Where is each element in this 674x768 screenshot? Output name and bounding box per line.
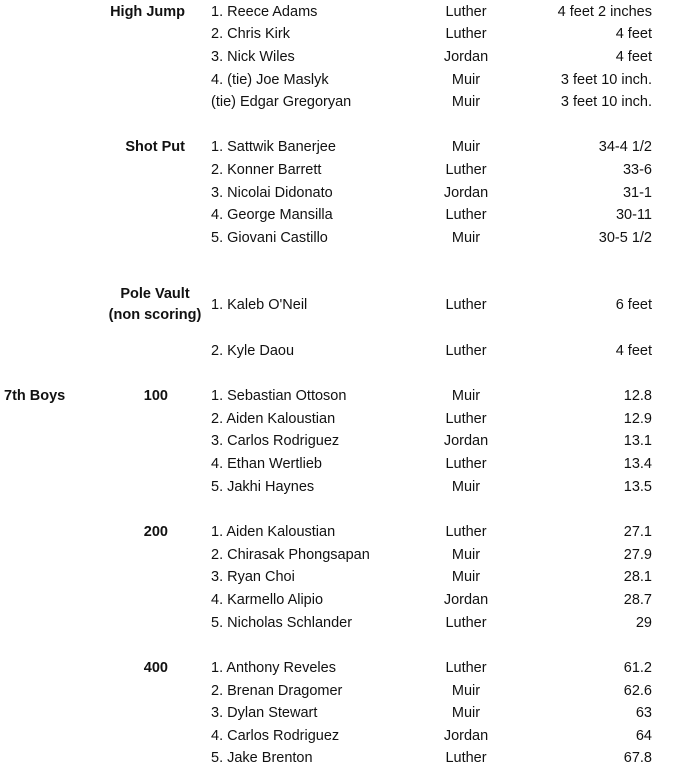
result-mark: 4 feet: [615, 343, 652, 359]
team-name: Muir: [451, 94, 481, 110]
athlete-name: 1. Anthony Reveles: [211, 660, 336, 676]
result-mark: 4 feet: [615, 26, 652, 42]
team-name: Luther: [445, 207, 487, 223]
result-mark: 28.7: [623, 592, 652, 608]
result-mark: 12.9: [623, 411, 652, 427]
result-mark: 28.1: [623, 569, 652, 585]
group-label-7th-boys: 7th Boys: [4, 388, 66, 404]
result-mark: 13.5: [623, 479, 652, 495]
team-name: Luther: [445, 4, 487, 20]
result-mark: 4 feet: [615, 49, 652, 65]
team-name: Muir: [451, 139, 481, 155]
team-name: Luther: [445, 524, 487, 540]
result-mark: 67.8: [623, 750, 652, 766]
team-name: Muir: [451, 569, 481, 585]
team-name: Muir: [451, 72, 481, 88]
team-name: Luther: [445, 162, 487, 178]
result-mark: 3 feet 10 inch.: [560, 94, 652, 110]
result-mark: 27.1: [623, 524, 652, 540]
team-name: Luther: [445, 615, 487, 631]
event-note-non-scoring: (non scoring): [108, 307, 202, 323]
result-mark: 61.2: [623, 660, 652, 676]
athlete-name: 3. Nicolai Didonato: [211, 185, 333, 201]
result-mark: 30-11: [615, 207, 652, 223]
event-label-high-jump: High Jump: [110, 4, 185, 20]
team-name: Muir: [451, 479, 481, 495]
athlete-name: 4. George Mansilla: [211, 207, 333, 223]
athlete-name: 2. Kyle Daou: [211, 343, 295, 359]
team-name: Muir: [451, 547, 481, 563]
team-name: Muir: [451, 388, 481, 404]
athlete-name: (tie) Edgar Gregoryan: [211, 94, 352, 110]
result-mark: 29: [635, 615, 652, 631]
team-name: Muir: [451, 683, 481, 699]
result-mark: 33-6: [622, 162, 652, 178]
result-mark: 63: [635, 705, 652, 721]
athlete-name: 1. Aiden Kaloustian: [211, 524, 336, 540]
event-label-shot-put: Shot Put: [125, 139, 185, 155]
result-mark: 30-5 1/2: [598, 230, 652, 246]
event-label-100: 100: [143, 388, 168, 404]
team-name: Luther: [445, 456, 487, 472]
event-label-200: 200: [143, 524, 168, 540]
team-name: Jordan: [443, 592, 489, 608]
team-name: Luther: [445, 297, 487, 313]
athlete-name: 5. Giovani Castillo: [211, 230, 328, 246]
athlete-name: 2. Chris Kirk: [211, 26, 290, 42]
athlete-name: 2. Chirasak Phongsapan: [211, 547, 370, 563]
result-mark: 13.1: [623, 433, 652, 449]
athlete-name: 1. Kaleb O'Neil: [211, 297, 308, 313]
athlete-name: 3. Nick Wiles: [211, 49, 295, 65]
event-label-400: 400: [143, 660, 168, 676]
athlete-name: 5. Nicholas Schlander: [211, 615, 353, 631]
team-name: Luther: [445, 660, 487, 676]
team-name: Muir: [451, 705, 481, 721]
team-name: Jordan: [443, 185, 489, 201]
result-mark: 13.4: [623, 456, 652, 472]
athlete-name: 3. Dylan Stewart: [211, 705, 318, 721]
athlete-name: 5. Jake Brenton: [211, 750, 313, 766]
team-name: Jordan: [443, 728, 489, 744]
team-name: Muir: [451, 230, 481, 246]
athlete-name: 1. Reece Adams: [211, 4, 318, 20]
athlete-name: 1. Sattwik Banerjee: [211, 139, 336, 155]
result-mark: 34-4 1/2: [598, 139, 652, 155]
team-name: Luther: [445, 26, 487, 42]
athlete-name: 1. Sebastian Ottoson: [211, 388, 347, 404]
team-name: Luther: [445, 411, 487, 427]
result-mark: 62.6: [623, 683, 652, 699]
athlete-name: 4. (tie) Joe Maslyk: [211, 72, 329, 88]
athlete-name: 3. Ryan Choi: [211, 569, 295, 585]
athlete-name: 4. Ethan Wertlieb: [211, 456, 322, 472]
team-name: Jordan: [443, 433, 489, 449]
athlete-name: 4. Carlos Rodriguez: [211, 728, 340, 744]
team-name: Jordan: [443, 49, 489, 65]
athlete-name: 2. Konner Barrett: [211, 162, 322, 178]
team-name: Luther: [445, 750, 487, 766]
result-mark: 64: [635, 728, 652, 744]
result-mark: 6 feet: [615, 297, 652, 313]
result-mark: 4 feet 2 inches: [557, 4, 652, 20]
result-mark: 12.8: [623, 388, 652, 404]
result-mark: 31-1: [622, 185, 652, 201]
athlete-name: 4. Karmello Alipio: [211, 592, 324, 608]
team-name: Luther: [445, 343, 487, 359]
athlete-name: 2. Aiden Kaloustian: [211, 411, 336, 427]
athlete-name: 2. Brenan Dragomer: [211, 683, 343, 699]
athlete-name: 3. Carlos Rodriguez: [211, 433, 340, 449]
athlete-name: 5. Jakhi Haynes: [211, 479, 315, 495]
result-mark: 27.9: [623, 547, 652, 563]
event-label-pole-vault: Pole Vault: [120, 286, 190, 302]
result-mark: 3 feet 10 inch.: [560, 72, 652, 88]
